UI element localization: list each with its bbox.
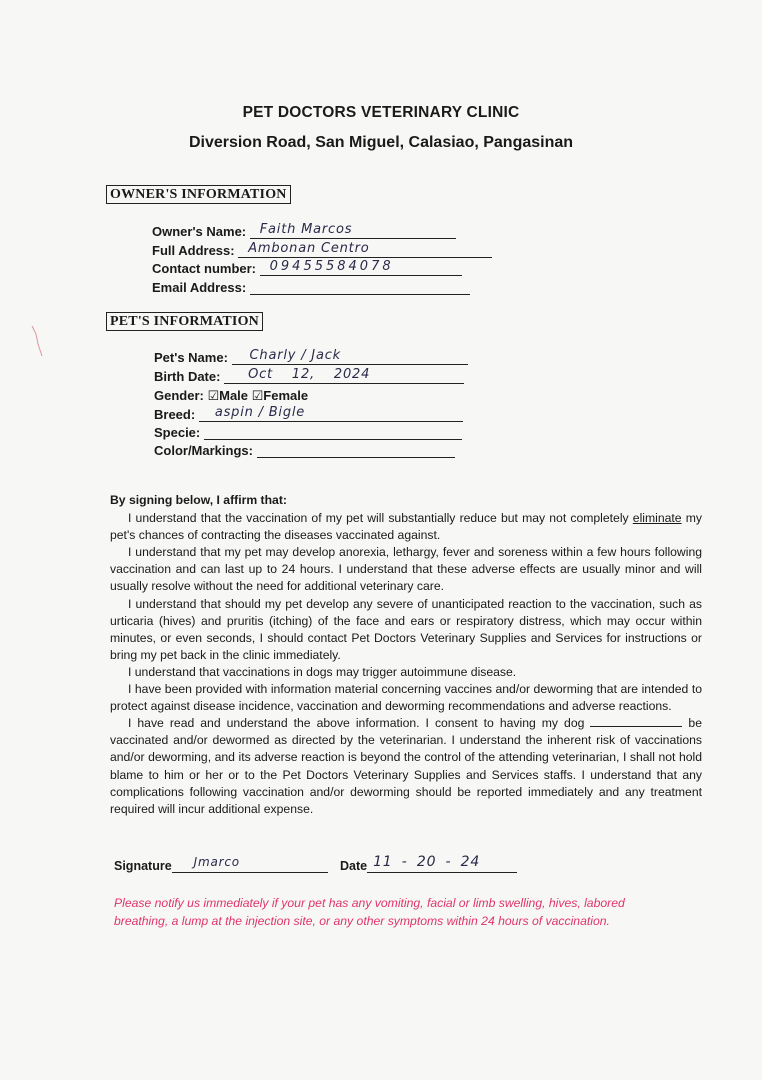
consent-paragraph-3: I understand that should my pet develop any severe of unanticipated reaction to the vaccination, such as urticaria (hives) and pruritis (itching) of the face and ears or respiratory distress, which may occur within minutes, or even seconds, I should contact Pet Doctors Veterinary Supplies and Services for instructions or bring my pet back in the clinic immediately. [110, 596, 702, 662]
full-address-value: Ambonan Centro [248, 241, 370, 256]
consent-p1-text-b: my pet's chances of contracting the diseases vaccinated against. [110, 511, 702, 543]
date-line[interactable] [367, 856, 517, 873]
contact-number-label: Contact number: [152, 261, 256, 276]
dog-name-blank[interactable] [590, 715, 682, 727]
birth-date-line[interactable] [224, 367, 464, 384]
consent-p1-text-a: I understand that the vaccination of my pet will substantially reduce but may not completely [128, 511, 633, 526]
birth-date-value: Oct 12, 2024 [248, 367, 371, 382]
birth-date-label: Birth Date: [154, 369, 221, 384]
margin-mark-icon [28, 322, 48, 362]
date-field [340, 856, 517, 873]
contact-number-value: 09455584078 [269, 259, 394, 274]
contact-number-field [152, 261, 462, 276]
consent-p1-underlined: eliminate [632, 511, 682, 526]
date-label: Date [340, 859, 368, 873]
owner-name-line[interactable] [250, 222, 456, 239]
birth-date-field [154, 369, 464, 384]
owner-name-value: Faith Marcos [259, 222, 353, 237]
gender-field [154, 388, 308, 404]
signature-value: Jmarco [193, 855, 240, 869]
consent-p6-text-a: I have read and understand the above information. I consent to having my dog [128, 716, 591, 731]
clinic-address: Diversion Road, San Miguel, Calasiao, Pangasinan [188, 134, 574, 151]
breed-field [154, 407, 463, 422]
symptom-notice: Please notify us immediately if your pet has any vomiting, facial or limb swelling, hives, labored breathing, a lump at the injection site, or any other symptoms within 24 hours of vaccination. [114, 896, 625, 928]
pet-name-line[interactable] [232, 348, 468, 365]
contact-number-line[interactable] [260, 259, 462, 276]
color-markings-field [154, 443, 455, 458]
gender-male-option[interactable]: ☑Male [207, 388, 249, 403]
gender-female-option[interactable]: ☑Female [251, 388, 309, 403]
color-markings-line[interactable] [257, 444, 455, 458]
owner-name-field [152, 224, 456, 239]
color-markings-label: Color/Markings: [154, 443, 253, 458]
consent-paragraph-6 [110, 715, 702, 818]
full-address-field [152, 243, 492, 258]
owner-name-label: Owner's Name: [152, 224, 247, 239]
consent-paragraph-1 [110, 510, 702, 544]
consent-section [110, 492, 702, 818]
breed-label: Breed: [154, 407, 196, 422]
breed-line[interactable] [199, 405, 463, 422]
specie-line[interactable] [204, 426, 462, 440]
pet-name-label: Pet's Name: [154, 350, 228, 365]
form-header [0, 104, 762, 152]
pet-section-title: PET'S INFORMATION [106, 312, 263, 331]
specie-label: Specie: [154, 425, 201, 440]
consent-paragraph-5: I have been provided with information material concerning vaccines and/or deworming that are intended to protect against disease incidence, vaccination and deworming recommendations and adverse reactions. [110, 682, 702, 714]
consent-p6-text-b: be vaccinated and/or dewormed as directed by the veterinarian. I understand the inherent risk of vaccinations and/or deworming, and its adverse reaction is beyond the control of the attending veterinarian, I shall not hold blame to him or her or to the Pet Doctors Veterinary Supplies and Services staffs. I understand that any complications following vaccination and/or deworming should be reported immediately and any treatment required will incur additional expense. [110, 716, 702, 816]
consent-paragraph-2: I understand that my pet may develop anorexia, lethargy, fever and soreness within a few hours following vaccination and can last up to 24 hours. I understand that these adverse effects are usually minor and will usually resolve without the need for additional veterinary care. [110, 545, 702, 594]
signature-label: Signature [114, 859, 172, 873]
pet-name-value: Charly / Jack [249, 348, 341, 363]
email-label: Email Address: [152, 280, 247, 295]
email-line[interactable] [250, 281, 470, 295]
consent-lead: By signing below, I affirm that: [110, 493, 287, 507]
full-address-label: Full Address: [152, 243, 235, 258]
gender-label: Gender: [154, 388, 204, 403]
owner-section-title: OWNER'S INFORMATION [106, 185, 291, 204]
signature-field [114, 856, 328, 873]
consent-paragraph-4: I understand that vaccinations in dogs may trigger autoimmune disease. [128, 664, 517, 679]
specie-field [154, 425, 462, 440]
email-field [152, 280, 470, 295]
pet-name-field [154, 350, 468, 365]
clinic-name: PET DOCTORS VETERINARY CLINIC [242, 104, 520, 121]
signature-line[interactable] [172, 856, 328, 873]
full-address-line[interactable] [238, 241, 492, 258]
breed-value: aspin / Bigle [214, 405, 306, 420]
date-value: 11 - 20 - 24 [373, 854, 481, 870]
